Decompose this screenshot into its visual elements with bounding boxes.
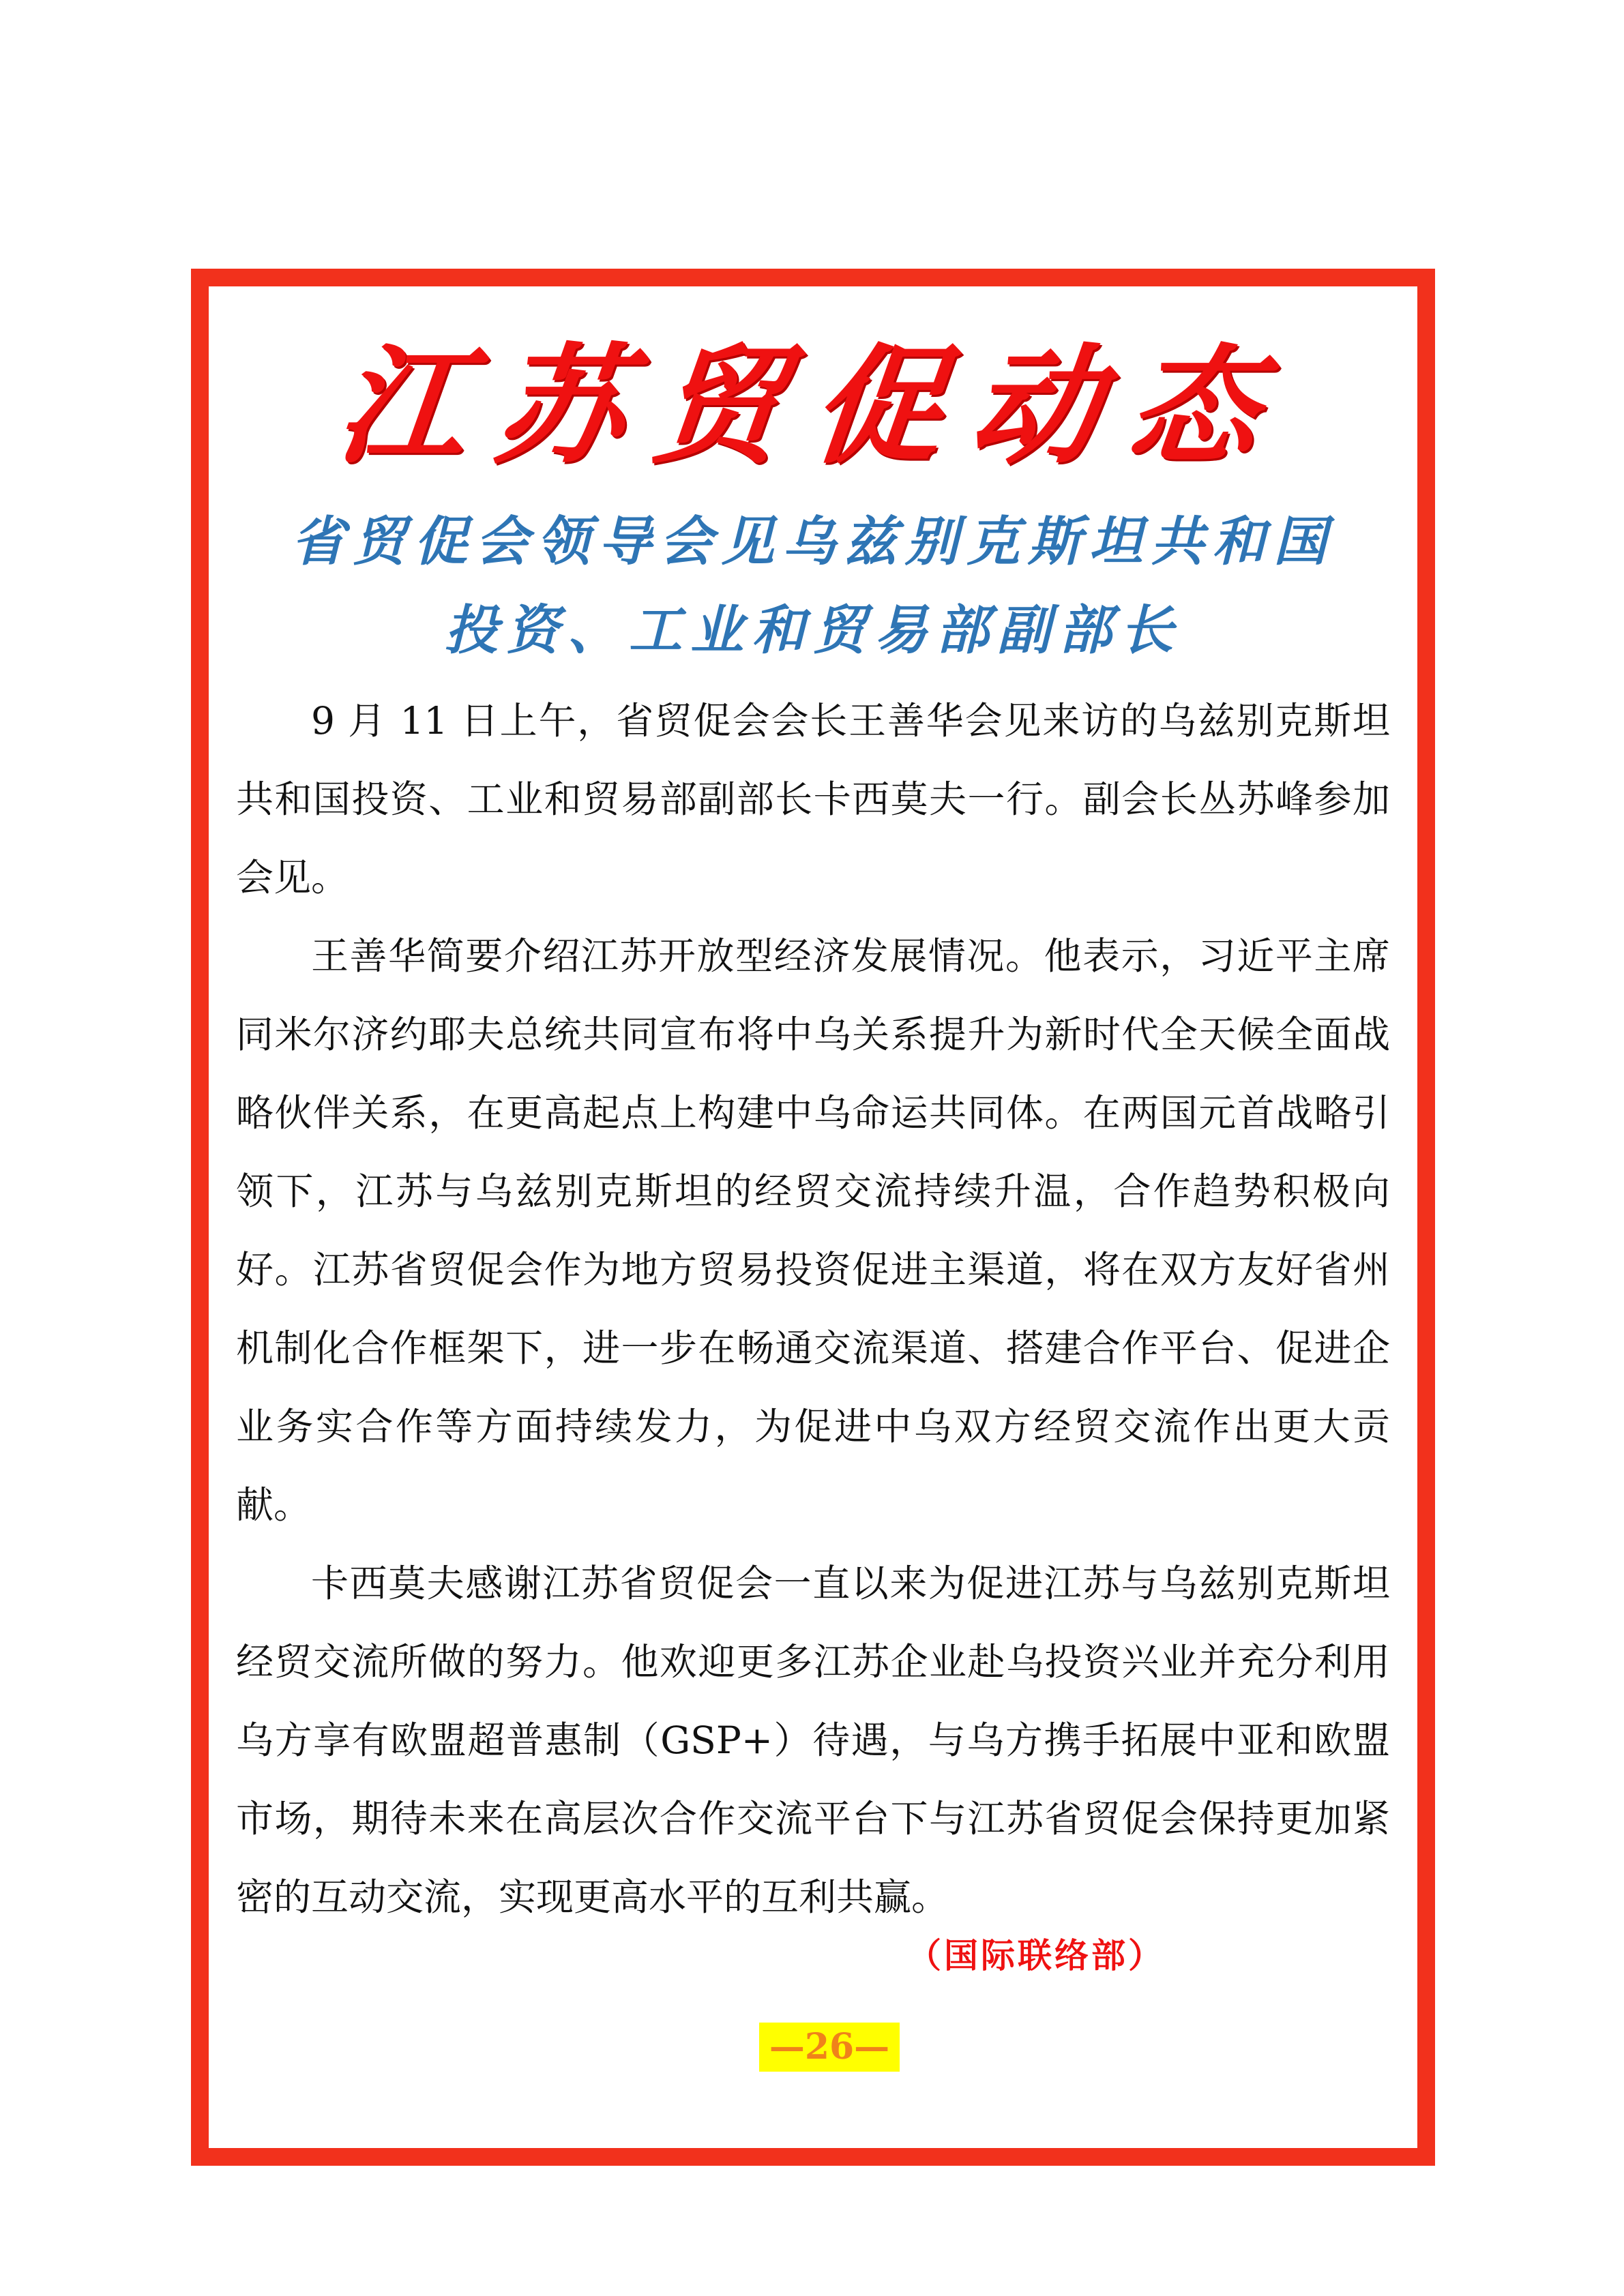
article-body: [236, 682, 1390, 1937]
page-frame: [191, 269, 1435, 2166]
page-number: —26—: [759, 2023, 900, 2072]
headline-line-2: 投资、工业和贸易部副部长: [444, 600, 1181, 661]
headline-line-1: 省贸促会领导会见乌兹别克斯坦共和国: [291, 511, 1335, 573]
paragraph: 王善华简要介绍江苏开放型经济发展情况。他表示，习近平主席同米尔济约耶夫总统共同宣布将中乌关系提升为新时代全天候全面战略伙伴关系，在更高起点上构建中乌命运共同体。在两国元首战略引领下，江苏与乌兹别克斯坦的经贸交流持续升温，合作趋势积极向好。江苏省贸促会作为地方贸易投资促进主渠道，将在双方友好省州机制化合作框架下，进一步在畅通交流渠道、搭建合作平台、促进企业务实合作等方面持续发力，为促进中乌双方经贸交流作出更大贡献。: [236, 934, 1390, 1527]
masthead-title: 江苏贸促动态: [330, 331, 1296, 481]
department-signature: （国际联络部）: [907, 1936, 1165, 1976]
article-headline: [236, 498, 1390, 675]
paragraph: 9 月 11 日上午，省贸促会会长王善华会见来访的乌兹别克斯坦共和国投资、工业和贸易部副部长卡西莫夫一行。副会长丛苏峰参加会见。: [236, 699, 1390, 899]
paragraph: 卡西莫夫感谢江苏省贸促会一直以来为促进江苏与乌兹别克斯坦经贸交流所做的努力。他欢迎更多江苏企业赴乌投资兴业并充分利用乌方享有欧盟超普惠制（GSP+）待遇，与乌方携手拓展中亚和欧盟市场，期待未来在高层次合作交流平台下与江苏省贸促会保持更加紧密的互动交流，实现更高水平的互利共赢。: [236, 1562, 1390, 1919]
